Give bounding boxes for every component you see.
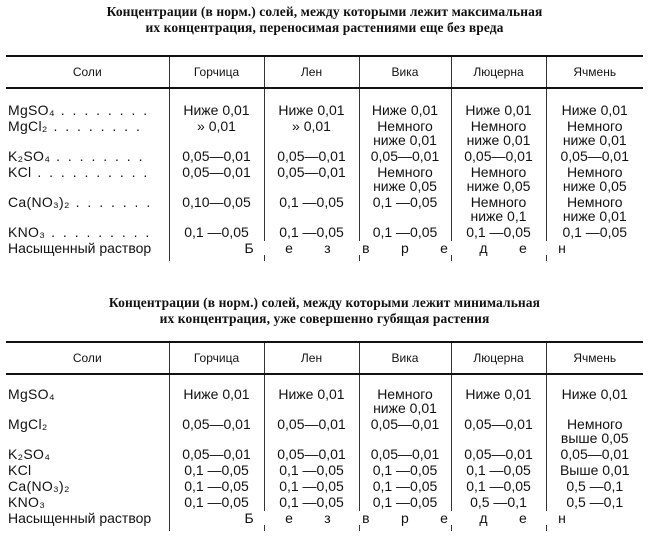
table2-value-cell (359, 387, 451, 415)
value-line: ниже 0,1 (470, 208, 527, 224)
table2-value-cell (359, 479, 451, 493)
table2-value-cell (264, 495, 359, 509)
salt-name: MgCl₂ (8, 118, 48, 134)
value-line: Ниже 0,01 (278, 386, 345, 402)
table2-row (6, 417, 643, 445)
value-line: ниже 0,05 (373, 178, 437, 194)
value-line: Ниже 0,01 (465, 102, 532, 118)
table2-caption (0, 295, 649, 327)
value-line: 0,1 —0,05 (279, 194, 344, 210)
spaced-word (170, 241, 644, 255)
table2-value-cell (169, 479, 264, 493)
table1-row (6, 165, 643, 193)
table2-value-cell (546, 479, 643, 493)
spaced-letter: е (518, 510, 527, 526)
table1-salt-cell (6, 149, 169, 163)
table1-header-row (6, 56, 643, 88)
value-line: 0,05—0,01 (182, 416, 251, 432)
table1-row (6, 195, 643, 223)
spaced-letter: з (324, 240, 331, 256)
table2-value-cell (359, 495, 451, 509)
value-line: ниже 0,01 (373, 132, 437, 148)
table1-value-cell (169, 149, 264, 163)
salt-name: MgSO₄ (8, 102, 55, 118)
salt-name: Ca(NO₃)₂ (8, 194, 70, 210)
value-line: 0,05—0,01 (182, 446, 251, 462)
value-line: 0,05—0,01 (182, 164, 251, 180)
value-line: 0,10—0,05 (182, 194, 251, 210)
value-line: 0,05—0,01 (277, 416, 346, 432)
value-line: 0,1 —0,05 (184, 462, 249, 478)
salt-name: KNO₃ (8, 224, 46, 240)
table1-value-cell (169, 165, 264, 193)
value-line: Немного (470, 164, 527, 180)
table1-value-cell (264, 149, 359, 163)
table2-value-cell (359, 463, 451, 477)
value-line: 0,1 —0,05 (372, 194, 438, 210)
table2-salt-cell (6, 495, 169, 509)
salt-name: KNO₃ (8, 494, 46, 510)
value-line: 0,1 —0,05 (466, 462, 531, 478)
value-line: ниже 0,01 (562, 132, 627, 148)
leader-dots: . . . . . . . . . (45, 224, 152, 240)
value-line: Немного (377, 164, 433, 180)
table1-value-cell (451, 149, 546, 163)
table1-caption (0, 4, 649, 36)
value-line: 0,1 —0,05 (372, 462, 438, 478)
table2-value-cell (451, 495, 546, 509)
value-line: 0,1 —0,05 (279, 494, 344, 510)
table2-salt-cell (6, 447, 169, 461)
table1-value-cell (546, 195, 643, 223)
table2-row (6, 387, 643, 415)
table2-value-cell (169, 495, 264, 509)
table2-row (6, 495, 643, 509)
value-line: ниже 0,01 (562, 208, 627, 224)
table2-saturated-value (169, 511, 643, 525)
table2-value-cell (169, 447, 264, 461)
table2-value-cell (264, 479, 359, 493)
table2-body (6, 374, 643, 531)
table1-value-cell (264, 119, 359, 147)
table1-pad-row (6, 88, 643, 103)
table1-saturated-row (6, 241, 643, 255)
table2-value-cell (546, 463, 643, 477)
spaced-letter: р (400, 510, 409, 526)
spaced-letter: е (440, 510, 448, 526)
table1-value-cell (359, 149, 451, 163)
table2-header-mustard: Горчица (169, 342, 264, 374)
spaced-letter: в (362, 240, 370, 256)
leader-dots: . . . . . . . (69, 194, 153, 210)
table1-value-cell (359, 119, 451, 147)
value-line: 0,1 —0,05 (466, 224, 531, 240)
value-line: 0,5 —0,1 (470, 494, 527, 510)
table1-salt-cell (6, 225, 169, 239)
spaced-letter: е (285, 510, 293, 526)
value-line: » 0,01 (292, 118, 331, 134)
spaced-word (170, 511, 644, 525)
table1-value-cell (451, 119, 546, 147)
table1-value-cell (451, 225, 546, 239)
table2-value-cell (546, 495, 643, 509)
value-line: 0,1 —0,05 (279, 224, 344, 240)
leader-dots: . . . . . . . . (50, 148, 145, 164)
table2-header-flax: Лен (264, 342, 359, 374)
salt-name: MgCl₂ (8, 416, 48, 432)
table2-saturated-label: Насыщенный раствор (8, 510, 152, 526)
value-line: Ниже 0,01 (561, 386, 628, 402)
value-line: Немного (566, 194, 623, 210)
table2-header-row (6, 342, 643, 374)
leader-dots: . . . . . . . . (54, 102, 150, 118)
table1-salt-cell (6, 103, 169, 117)
table1-saturated-label: Насыщенный раствор (8, 240, 152, 256)
value-line: 0,1 —0,05 (184, 224, 249, 240)
value-line: 0,05—0,01 (464, 148, 533, 164)
value-line: Ниже 0,01 (278, 102, 345, 118)
table1-row (6, 149, 643, 163)
table2-value-cell (359, 417, 451, 445)
table1 (6, 55, 643, 261)
table2-header-alfalfa: Люцерна (451, 342, 546, 374)
value-line: 0,1 —0,05 (372, 494, 438, 510)
value-line: 0,05—0,01 (277, 148, 346, 164)
value-line: 0,1 —0,05 (372, 478, 438, 494)
table1-header-mustard: Горчица (169, 56, 264, 88)
table2-value-cell (546, 387, 643, 415)
salt-name: Ca(NO₃)₂ (8, 478, 70, 494)
spaced-letter: в (362, 510, 370, 526)
value-line: 0,1 —0,05 (466, 478, 531, 494)
spaced-letter: е (440, 240, 448, 256)
table2-value-cell (451, 417, 546, 445)
value-line: Ниже 0,01 (465, 386, 532, 402)
table1-value-cell (169, 195, 264, 223)
value-line: 0,5 —0,1 (566, 494, 624, 510)
table1-value-cell (359, 225, 451, 239)
table1-value-cell (169, 225, 264, 239)
salt-name: KCl (8, 462, 32, 478)
table1-value-cell (546, 103, 643, 117)
table2-saturated-row (6, 511, 643, 525)
table1-value-cell (546, 225, 643, 239)
table1-value-cell (546, 119, 643, 147)
table2-value-cell (169, 387, 264, 415)
table1-salt-cell (6, 165, 169, 193)
value-line: 0,1 —0,05 (372, 224, 438, 240)
table1-header-vetch: Вика (359, 56, 451, 88)
table1-row (6, 119, 643, 147)
table2-value-cell (546, 417, 643, 445)
table1-header-flax: Лен (264, 56, 359, 88)
value-line: 0,05—0,01 (370, 148, 440, 164)
table1-value-cell (359, 165, 451, 193)
value-line: 0,1 —0,05 (184, 494, 249, 510)
table1-value-cell (451, 165, 546, 193)
table2-row (6, 479, 643, 493)
salt-name: KCl (8, 164, 32, 180)
value-line: Ниже 0,01 (561, 102, 628, 118)
value-line: 0,1 —0,05 (184, 478, 249, 494)
salt-name: K₂SO₄ (8, 446, 51, 462)
table1-header-barley: Ячмень (546, 56, 643, 88)
table2-value-cell (264, 417, 359, 445)
table1-value-cell (169, 103, 264, 117)
table1-value-cell (451, 195, 546, 223)
table1-value-cell (546, 165, 643, 193)
table2-value-cell (451, 387, 546, 415)
value-line: ниже 0,05 (466, 178, 531, 194)
table2-salt-cell (6, 387, 169, 415)
value-line: 0,1 —0,05 (279, 462, 344, 478)
value-line: 0,1 —0,05 (562, 224, 628, 240)
value-line: 0,1 —0,05 (279, 478, 344, 494)
value-line: 0,05—0,01 (370, 416, 440, 432)
table2-value-cell (451, 463, 546, 477)
value-line: Ниже 0,01 (183, 386, 250, 402)
value-line: ниже 0,01 (373, 400, 437, 416)
spaced-letter: н (558, 240, 566, 256)
spaced-letter: р (400, 240, 409, 256)
table1-header-alfalfa: Люцерна (451, 56, 546, 88)
table1-value-cell (451, 103, 546, 117)
value-line: выше 0,05 (560, 430, 629, 446)
table2-value-cell (546, 447, 643, 461)
value-line: Немного (377, 386, 433, 402)
value-line: 0,05—0,01 (277, 164, 346, 180)
value-line: 0,05—0,01 (182, 148, 251, 164)
table2-header-vetch: Вика (359, 342, 451, 374)
table2-value-cell (264, 463, 359, 477)
value-line: 0,05—0,01 (560, 148, 629, 164)
table2-row (6, 447, 643, 461)
value-line: ниже 0,05 (562, 178, 627, 194)
value-line: 0,05—0,01 (277, 446, 346, 462)
table1-value-cell (264, 103, 359, 117)
table1-salt-cell (6, 119, 169, 147)
table1-row (6, 225, 643, 239)
leader-dots: . . . . . . . . (47, 118, 142, 134)
value-line: 0,05—0,01 (370, 446, 440, 462)
spaced-letter: з (324, 510, 331, 526)
salt-name: K₂SO₄ (8, 148, 51, 164)
table1-caption-line2: их концентрация, переносимая растениями еще без вреда (145, 20, 504, 35)
value-line: 0,05—0,01 (560, 446, 629, 462)
value-line: 0,5 —0,1 (566, 478, 624, 494)
spaced-letter: д (479, 510, 488, 526)
table2-value-cell (359, 447, 451, 461)
table2-header-barley: Ячмень (546, 342, 643, 374)
spaced-letter: д (479, 240, 488, 256)
table1-value-cell (359, 195, 451, 223)
table1-value-cell (359, 103, 451, 117)
value-line: » 0,01 (197, 118, 236, 134)
table1-value-cell (264, 195, 359, 223)
value-line: Ниже 0,01 (371, 102, 439, 118)
table2-value-cell (169, 463, 264, 477)
table2-salt-cell (6, 479, 169, 493)
table2-row (6, 463, 643, 477)
value-line: Ниже 0,01 (183, 102, 250, 118)
value-line: Немного (566, 416, 623, 432)
table1-salt-cell (6, 195, 169, 223)
spaced-letter: н (558, 510, 566, 526)
leader-dots: . . . . . . . . . . (31, 164, 150, 180)
table1-saturated-value (169, 241, 643, 255)
table1-value-cell (264, 165, 359, 193)
table1-header-salts: Соли (6, 56, 169, 88)
value-line: Немного (566, 164, 623, 180)
table2-value-cell (451, 479, 546, 493)
table2-caption-line1: Концентрации (в норм.) солей, между которыми лежит минимальная (108, 295, 541, 310)
salt-name: MgSO₄ (8, 386, 55, 402)
spaced-letter: Б (244, 240, 254, 256)
table2-value-cell (264, 387, 359, 415)
table2-salt-cell (6, 463, 169, 477)
table1-caption-line1: Концентрации (в норм.) солей, между которыми лежит максимальная (106, 4, 543, 19)
table2-header-salts: Соли (6, 342, 169, 374)
value-line: 0,05—0,01 (464, 446, 533, 462)
table2 (6, 341, 643, 531)
table1-value-cell (264, 225, 359, 239)
table1-value-cell (169, 119, 264, 147)
table1-row (6, 103, 643, 117)
table1-body (6, 88, 643, 261)
table1-value-cell (546, 149, 643, 163)
spaced-letter: е (285, 240, 293, 256)
table2-value-cell (264, 447, 359, 461)
table2-caption-line2: их концентрация, уже совершенно губящая растения (159, 311, 490, 326)
spaced-letter: Б (244, 510, 254, 526)
value-line: 0,05—0,01 (464, 416, 533, 432)
table2-salt-cell (6, 417, 169, 445)
value-line: Немного (470, 118, 527, 134)
value-line: ниже 0,01 (466, 132, 531, 148)
value-line: Немного (377, 118, 433, 134)
value-line: Немного (566, 118, 623, 134)
value-line: Немного (470, 194, 527, 210)
value-line: Выше 0,01 (559, 462, 630, 478)
table2-value-cell (169, 417, 264, 445)
table2-value-cell (451, 447, 546, 461)
spaced-letter: е (518, 240, 527, 256)
